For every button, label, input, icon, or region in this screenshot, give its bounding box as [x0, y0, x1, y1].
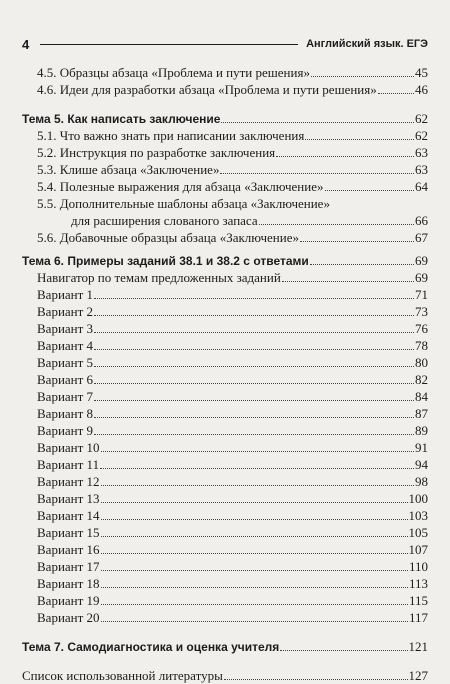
toc-entry-label: Вариант 16	[37, 542, 100, 557]
toc-entry-5-5-line2	[22, 212, 428, 229]
toc-entry-variant	[22, 439, 428, 456]
toc-entry-variant	[22, 422, 428, 439]
dot-leader	[101, 611, 408, 622]
toc-entry-page: 105	[408, 525, 428, 540]
toc-entry-label: Вариант 9	[37, 423, 94, 438]
toc-entry-page: 115	[408, 593, 428, 608]
toc-entry-label: 5.3. Клише абзаца «Заключение»	[37, 162, 220, 177]
dot-leader	[101, 543, 408, 554]
toc-entry-4-5	[22, 64, 428, 81]
dot-leader	[220, 163, 414, 174]
toc-entry-page: 82	[415, 372, 428, 387]
toc-entry-page: 67	[415, 230, 428, 245]
toc-entry-label: Вариант 6	[37, 372, 94, 387]
toc-entry-variant	[22, 473, 428, 490]
toc-entry-variant	[22, 354, 428, 371]
toc-entry-variant	[22, 303, 428, 320]
toc-entry-variant	[22, 320, 428, 337]
dot-leader	[325, 180, 415, 191]
toc-entry-variant	[22, 286, 428, 303]
dot-leader	[94, 407, 414, 418]
dot-leader	[101, 594, 408, 605]
toc-entry-variant	[22, 371, 428, 388]
dot-leader	[94, 356, 414, 367]
toc-entry-page: 103	[408, 508, 428, 523]
toc-entry-page: 63	[415, 145, 428, 160]
toc-entry-page: 63	[415, 162, 428, 177]
toc-entry-label: Вариант 14	[37, 508, 100, 523]
toc-entry-page: 94	[415, 457, 428, 472]
toc-entry-variant	[22, 405, 428, 422]
toc-entry-4-6	[22, 81, 428, 98]
toc-entry-label-cont: для расширения слованого запаса	[71, 213, 258, 228]
toc-entry-page: 117	[408, 610, 428, 625]
toc-entry-variant	[22, 575, 428, 592]
toc-entry-page: 62	[415, 128, 428, 143]
dot-leader	[101, 441, 414, 452]
toc-entry-5-1	[22, 127, 428, 144]
page-number: 4	[22, 36, 30, 52]
toc-entry-variant	[22, 456, 428, 473]
toc-entry-label: Вариант 7	[37, 389, 94, 404]
toc-entry-variant	[22, 337, 428, 354]
toc-entry-page: 107	[408, 542, 428, 557]
toc-entry-5-4	[22, 178, 428, 195]
dot-leader	[94, 339, 414, 350]
dot-leader	[305, 129, 414, 140]
topic-label: Тема 6. Примеры заданий 38.1 и 38.2 с ответами	[22, 254, 309, 268]
toc-entry-page: 66	[415, 213, 428, 228]
toc-entry-label: Вариант 10	[37, 440, 100, 455]
dot-leader	[101, 509, 408, 520]
toc-entry-page: 84	[415, 389, 428, 404]
dot-leader	[280, 640, 407, 651]
dot-leader	[94, 305, 414, 316]
dot-leader	[276, 146, 414, 157]
dot-leader	[94, 390, 414, 401]
toc-entry-5-5-line1	[22, 195, 428, 212]
toc-entry-label: Вариант 18	[37, 576, 100, 591]
table-of-contents	[22, 64, 428, 684]
toc-entry-page: 71	[415, 287, 428, 302]
toc-entry-page: 98	[415, 474, 428, 489]
book-title: Английский язык. ЕГЭ	[306, 38, 428, 50]
toc-entry-label: 5.1. Что важно знать при написании заключения	[37, 128, 305, 143]
toc-entry-variant	[22, 507, 428, 524]
dot-leader	[259, 214, 414, 225]
toc-entry-page: 64	[415, 179, 428, 194]
dot-leader	[101, 560, 408, 571]
topic-page: 121	[408, 639, 428, 654]
dot-leader	[94, 373, 414, 384]
dot-leader	[221, 112, 414, 123]
toc-entry-label: Вариант 4	[37, 338, 94, 353]
references-label: Список использованной литературы	[22, 668, 223, 683]
toc-entry-label: 4.5. Образцы абзаца «Проблема и пути решения»	[37, 65, 310, 80]
toc-entry-label: Вариант 3	[37, 321, 94, 336]
toc-entry-label: 5.4. Полезные выражения для абзаца «Заключение»	[37, 179, 324, 194]
toc-entry-page: 89	[415, 423, 428, 438]
toc-entry-page: 73	[415, 304, 428, 319]
dot-leader	[300, 231, 414, 242]
dot-leader	[94, 288, 414, 299]
dot-leader	[101, 526, 408, 537]
toc-entry-label: Навигатор по темам предложенных заданий	[37, 270, 281, 285]
toc-entry-page: 110	[408, 559, 428, 574]
toc-entry-label: Вариант 8	[37, 406, 94, 421]
page-header	[22, 34, 428, 54]
dot-leader	[101, 577, 408, 588]
topic-label: Тема 5. Как написать заключение	[22, 112, 221, 126]
references-page: 127	[408, 668, 428, 683]
topic-page: 62	[415, 111, 428, 126]
toc-entry-label: Вариант 19	[37, 593, 100, 608]
toc-entry-label: 5.6. Добавочные образцы абзаца «Заключение»	[37, 230, 299, 245]
toc-topic-6	[22, 252, 428, 269]
toc-entry-label: Вариант 5	[37, 355, 94, 370]
toc-entry-label: 5.5. Дополнительные шаблоны абзаца «Заключение»	[37, 196, 330, 211]
toc-entry-label: Вариант 11	[37, 457, 100, 472]
toc-entry-page: 113	[408, 576, 428, 591]
toc-entry-variant	[22, 269, 428, 286]
toc-entry-page: 100	[408, 491, 428, 506]
toc-entry-variant	[22, 558, 428, 575]
topic-page: 69	[415, 253, 428, 268]
toc-entry-page: 91	[415, 440, 428, 455]
dot-leader	[378, 83, 414, 94]
toc-entry-label: Вариант 13	[37, 491, 100, 506]
dot-leader	[282, 271, 414, 282]
toc-topic-7	[22, 638, 428, 655]
toc-entry-variant	[22, 592, 428, 609]
toc-entry-label: 4.6. Идеи для разработки абзаца «Проблема и пути решения»	[37, 82, 377, 97]
dot-leader	[100, 458, 414, 469]
topic-label: Тема 7. Самодиагностика и оценка учителя	[22, 640, 280, 654]
toc-entry-5-6	[22, 229, 428, 246]
header-rule	[40, 44, 298, 45]
toc-entry-page: 46	[415, 82, 428, 97]
dot-leader	[310, 254, 414, 265]
dot-leader	[94, 424, 414, 435]
toc-references	[22, 667, 428, 684]
toc-entry-variant	[22, 524, 428, 541]
toc-entry-variant	[22, 490, 428, 507]
toc-entry-label: Вариант 15	[37, 525, 100, 540]
toc-entry-label: 5.2. Инструкция по разработке заключения	[37, 145, 276, 160]
toc-entry-page: 87	[415, 406, 428, 421]
toc-entry-label: Вариант 2	[37, 304, 94, 319]
dot-leader	[101, 492, 408, 503]
dot-leader	[311, 66, 414, 77]
dot-leader	[101, 475, 414, 486]
toc-entry-variant	[22, 541, 428, 558]
toc-entry-label: Вариант 17	[37, 559, 100, 574]
toc-entry-label: Вариант 12	[37, 474, 100, 489]
toc-entry-5-3	[22, 161, 428, 178]
toc-entry-label: Вариант 1	[37, 287, 94, 302]
toc-entry-5-2	[22, 144, 428, 161]
toc-entry-page: 69	[415, 270, 428, 285]
dot-leader	[94, 322, 414, 333]
toc-entry-variant	[22, 609, 428, 626]
toc-entry-variant	[22, 388, 428, 405]
toc-entry-page: 45	[415, 65, 428, 80]
toc-topic-5	[22, 110, 428, 127]
toc-entry-page: 76	[415, 321, 428, 336]
toc-entry-page: 80	[415, 355, 428, 370]
toc-entry-page: 78	[415, 338, 428, 353]
toc-entry-label: Вариант 20	[37, 610, 100, 625]
